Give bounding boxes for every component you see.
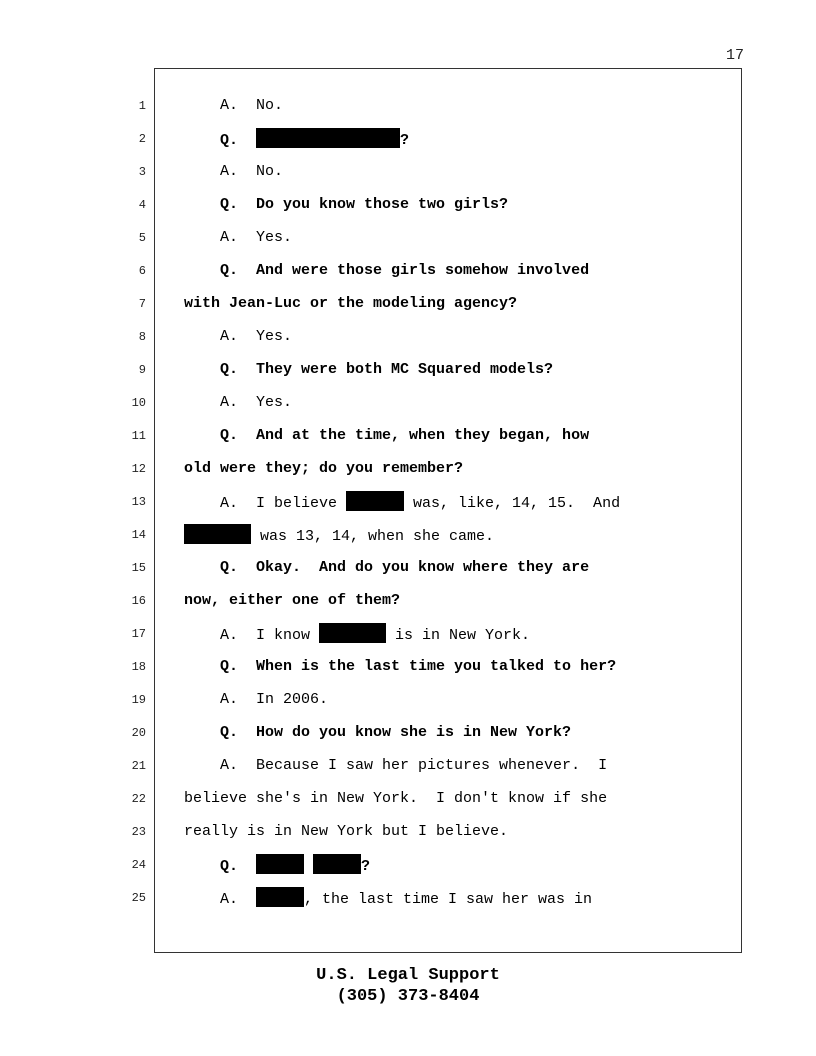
transcript-line — [0, 359, 816, 381]
line-number: 9 — [138, 363, 146, 377]
text-segment: with Jean-Luc or the modeling agency? — [184, 295, 518, 312]
text-segment: ? — [361, 858, 371, 875]
transcript-line — [0, 590, 816, 612]
text-segment: Q. They were both MC Squared models? — [184, 361, 554, 378]
transcript-line — [0, 623, 816, 645]
text-segment: now, either one of them? — [184, 592, 401, 609]
text-segment: Q. Okay. And do you know where they are — [184, 559, 590, 576]
transcript-line — [0, 95, 816, 117]
text-segment: A. Because I saw her pictures whenever. I — [184, 757, 608, 774]
text-segment: ? — [400, 132, 410, 149]
line-number: 20 — [131, 726, 146, 740]
text-segment: Q. And were those girls somehow involved — [184, 262, 590, 279]
footer-phone: (305) 373-8404 — [336, 987, 480, 1006]
transcript-line — [0, 425, 816, 447]
transcript-line — [0, 293, 816, 315]
line-text — [184, 293, 517, 315]
text-segment: was 13, 14, when she came. — [251, 528, 495, 545]
text-segment: Q. How do you know she is in New York? — [184, 724, 572, 741]
transcript-line — [0, 227, 816, 249]
line-text — [184, 689, 328, 711]
redaction-block — [313, 854, 361, 874]
transcript-line — [0, 854, 816, 876]
transcript-line — [0, 326, 816, 348]
line-number: 4 — [138, 198, 146, 212]
text-segment: really is in New York but I believe. — [184, 823, 509, 840]
text-segment: A. No. — [184, 163, 284, 180]
footer-company: U.S. Legal Support — [316, 966, 500, 985]
redaction-block — [256, 128, 400, 148]
line-number: 12 — [131, 462, 146, 476]
transcript-line — [0, 458, 816, 480]
text-segment: A. Yes. — [184, 394, 293, 411]
text-segment: Q. When is the last time you talked to her? — [184, 658, 617, 675]
redaction-block — [256, 854, 304, 874]
transcript-line — [0, 722, 816, 744]
line-number: 14 — [131, 528, 146, 542]
line-text — [184, 722, 571, 744]
redaction-block — [319, 623, 386, 643]
text-segment: A. I believe — [184, 495, 347, 512]
line-text — [184, 590, 400, 612]
line-number: 3 — [138, 165, 146, 179]
line-number: 7 — [138, 297, 146, 311]
text-segment: A. — [184, 891, 257, 908]
text-segment: old were they; do you remember? — [184, 460, 464, 477]
transcript-line — [0, 392, 816, 414]
line-text — [184, 260, 589, 282]
transcript-line — [0, 524, 816, 546]
line-number: 23 — [131, 825, 146, 839]
redaction-block — [256, 887, 304, 907]
text-segment: A. Yes. — [184, 328, 293, 345]
line-number: 13 — [131, 495, 146, 509]
line-text — [184, 458, 463, 480]
line-text — [184, 326, 292, 348]
text-segment: believe she's in New York. I don't know if she — [184, 790, 608, 807]
line-number: 8 — [138, 330, 146, 344]
line-number: 10 — [131, 396, 146, 410]
line-number: 17 — [131, 627, 146, 641]
line-text — [184, 95, 283, 117]
line-text — [184, 194, 508, 216]
line-number: 21 — [131, 759, 146, 773]
line-text — [184, 128, 409, 152]
redaction-block — [346, 491, 404, 511]
line-text — [184, 359, 553, 381]
line-number: 1 — [138, 99, 146, 113]
transcript-line — [0, 128, 816, 150]
line-number: 24 — [131, 858, 146, 872]
line-number: 11 — [131, 429, 146, 443]
line-number: 18 — [131, 660, 146, 674]
line-number: 19 — [131, 693, 146, 707]
transcript-line — [0, 656, 816, 678]
redaction-block — [184, 524, 251, 544]
transcript-line — [0, 755, 816, 777]
transcript-line — [0, 260, 816, 282]
line-text — [184, 227, 292, 249]
line-text — [184, 524, 494, 548]
line-number: 25 — [131, 891, 146, 905]
page-number: 17 — [725, 47, 744, 64]
line-text — [184, 161, 283, 183]
transcript-line — [0, 887, 816, 909]
line-text — [184, 656, 616, 678]
text-segment: Q. — [184, 132, 257, 149]
line-text — [184, 425, 589, 447]
text-segment: , the last time I saw her was in — [304, 891, 593, 908]
text-segment: A. No. — [184, 97, 284, 114]
transcript-line — [0, 788, 816, 810]
text-segment: Q. Do you know those two girls? — [184, 196, 509, 213]
transcript-line — [0, 194, 816, 216]
line-number: 16 — [131, 594, 146, 608]
line-number: 22 — [131, 792, 146, 806]
text-segment: is in New York. — [386, 627, 531, 644]
line-text — [184, 623, 530, 647]
line-text — [184, 788, 607, 810]
text-segment: A. Yes. — [184, 229, 293, 246]
line-text — [184, 854, 370, 878]
line-number: 2 — [138, 132, 146, 146]
line-number: 5 — [138, 231, 146, 245]
text-segment: Q. — [184, 858, 257, 875]
transcript-line — [0, 491, 816, 513]
transcript-line — [0, 557, 816, 579]
text-segment: was, like, 14, 15. And — [404, 495, 621, 512]
line-text — [184, 491, 620, 515]
text-segment: Q. And at the time, when they began, how — [184, 427, 590, 444]
text-segment: A. I know — [184, 627, 320, 644]
text-segment — [304, 858, 313, 875]
line-text — [184, 887, 592, 911]
line-text — [184, 557, 589, 579]
line-number: 15 — [131, 561, 146, 575]
transcript-line — [0, 161, 816, 183]
line-text — [184, 755, 607, 777]
line-number: 6 — [138, 264, 146, 278]
transcript-line — [0, 689, 816, 711]
line-text — [184, 821, 508, 843]
transcript-line — [0, 821, 816, 843]
line-text — [184, 392, 292, 414]
text-segment: A. In 2006. — [184, 691, 329, 708]
